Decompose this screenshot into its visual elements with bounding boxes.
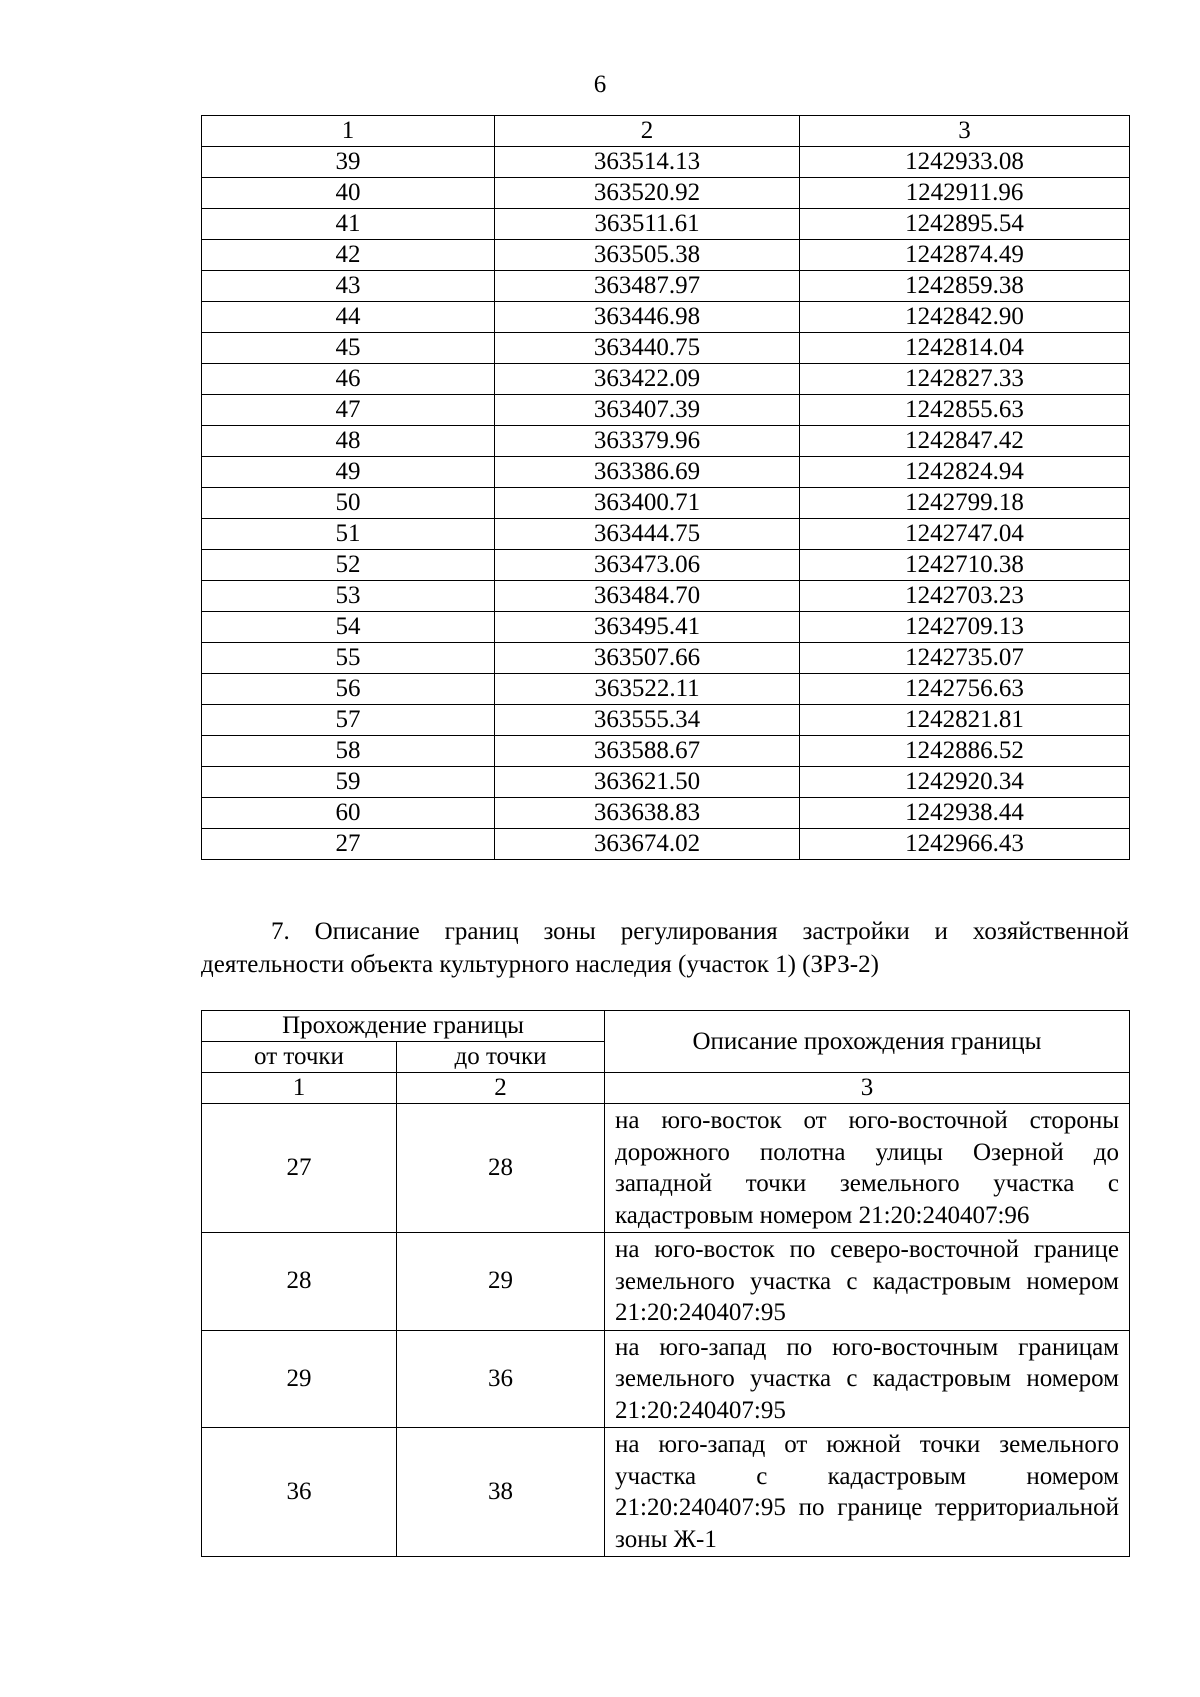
point-number-cell: 53 xyxy=(202,581,495,612)
x-coordinate-cell: 363638.83 xyxy=(495,798,800,829)
table-row xyxy=(202,612,1130,643)
x-coordinate-cell: 363386.69 xyxy=(495,457,800,488)
point-number-cell: 42 xyxy=(202,240,495,271)
description-cell: на юго-восток по северо-восточной границе земельного участка с кадастровым номером 21:20:240407:95 xyxy=(605,1233,1130,1331)
table-row xyxy=(202,209,1130,240)
column-number: 3 xyxy=(605,1073,1130,1104)
x-coordinate-cell: 363514.13 xyxy=(495,147,800,178)
y-coordinate-cell: 1242735.07 xyxy=(800,643,1130,674)
y-coordinate-cell: 1242710.38 xyxy=(800,550,1130,581)
table-row xyxy=(202,643,1130,674)
y-coordinate-cell: 1242933.08 xyxy=(800,147,1130,178)
from-point-cell: 29 xyxy=(202,1330,397,1428)
x-coordinate-cell: 363446.98 xyxy=(495,302,800,333)
y-coordinate-cell: 1242859.38 xyxy=(800,271,1130,302)
y-coordinate-cell: 1242966.43 xyxy=(800,829,1130,860)
y-coordinate-cell: 1242827.33 xyxy=(800,364,1130,395)
header-from-point: от точки xyxy=(202,1042,397,1073)
to-point-cell: 36 xyxy=(397,1330,605,1428)
table-row xyxy=(202,395,1130,426)
point-number-cell: 59 xyxy=(202,767,495,798)
x-coordinate-cell: 363507.66 xyxy=(495,643,800,674)
point-number-cell: 49 xyxy=(202,457,495,488)
x-coordinate-cell: 363407.39 xyxy=(495,395,800,426)
point-number-cell: 58 xyxy=(202,736,495,767)
point-number-cell: 47 xyxy=(202,395,495,426)
point-number-cell: 45 xyxy=(202,333,495,364)
header-border-description: Описание прохождения границы xyxy=(605,1011,1130,1073)
point-number-cell: 56 xyxy=(202,674,495,705)
y-coordinate-cell: 1242821.81 xyxy=(800,705,1130,736)
point-number-cell: 40 xyxy=(202,178,495,209)
y-coordinate-cell: 1242747.04 xyxy=(800,519,1130,550)
y-coordinate-cell: 1242938.44 xyxy=(800,798,1130,829)
y-coordinate-cell: 1242709.13 xyxy=(800,612,1130,643)
page-number: 6 xyxy=(593,71,607,98)
y-coordinate-cell: 1242911.96 xyxy=(800,178,1130,209)
to-point-cell: 28 xyxy=(397,1104,605,1233)
point-number-cell: 39 xyxy=(202,147,495,178)
column-number: 2 xyxy=(397,1073,605,1104)
x-coordinate-cell: 363379.96 xyxy=(495,426,800,457)
x-coordinate-cell: 363555.34 xyxy=(495,705,800,736)
x-coordinate-cell: 363522.11 xyxy=(495,674,800,705)
column-header: 2 xyxy=(495,116,800,147)
table-row xyxy=(202,302,1130,333)
x-coordinate-cell: 363440.75 xyxy=(495,333,800,364)
table-row xyxy=(202,519,1130,550)
table-header-row xyxy=(202,116,1130,147)
to-point-cell: 38 xyxy=(397,1428,605,1557)
table-row xyxy=(202,829,1130,860)
from-point-cell: 36 xyxy=(202,1428,397,1557)
x-coordinate-cell: 363520.92 xyxy=(495,178,800,209)
column-header: 3 xyxy=(800,116,1130,147)
table-row xyxy=(202,240,1130,271)
header-to-point: до точки xyxy=(397,1042,605,1073)
x-coordinate-cell: 363621.50 xyxy=(495,767,800,798)
x-coordinate-cell: 363495.41 xyxy=(495,612,800,643)
point-number-cell: 48 xyxy=(202,426,495,457)
table-row xyxy=(202,364,1130,395)
description-cell: на юго-восток от юго-восточной стороны дорожного полотна улицы Озерной до западной точки земельного участка с кадастровым номером 21:20:240407:96 xyxy=(605,1104,1130,1233)
y-coordinate-cell: 1242847.42 xyxy=(800,426,1130,457)
x-coordinate-cell: 363511.61 xyxy=(495,209,800,240)
x-coordinate-cell: 363473.06 xyxy=(495,550,800,581)
x-coordinate-cell: 363422.09 xyxy=(495,364,800,395)
table-row xyxy=(202,271,1130,302)
coordinates-table xyxy=(201,115,1130,860)
x-coordinate-cell: 363674.02 xyxy=(495,829,800,860)
description-cell: на юго-запад от южной точки земельного участка с кадастровым номером 21:20:240407:95 по границе территориальной зоны Ж-1 xyxy=(605,1428,1130,1557)
point-number-cell: 41 xyxy=(202,209,495,240)
table-row xyxy=(202,1330,1130,1428)
y-coordinate-cell: 1242756.63 xyxy=(800,674,1130,705)
section-heading: 7. Описание границ зоны регулирования застройки и хозяйственной деятельности объекта культурного наследия (участок 1) (ЗРЗ-2) xyxy=(201,918,1129,978)
description-cell: на юго-запад по юго-восточным границам земельного участка с кадастровым номером 21:20:240407:95 xyxy=(605,1330,1130,1428)
y-coordinate-cell: 1242874.49 xyxy=(800,240,1130,271)
y-coordinate-cell: 1242703.23 xyxy=(800,581,1130,612)
point-number-cell: 60 xyxy=(202,798,495,829)
point-number-cell: 27 xyxy=(202,829,495,860)
column-number: 1 xyxy=(202,1073,397,1104)
point-number-cell: 54 xyxy=(202,612,495,643)
x-coordinate-cell: 363444.75 xyxy=(495,519,800,550)
y-coordinate-cell: 1242855.63 xyxy=(800,395,1130,426)
x-coordinate-cell: 363484.70 xyxy=(495,581,800,612)
y-coordinate-cell: 1242895.54 xyxy=(800,209,1130,240)
to-point-cell: 29 xyxy=(397,1233,605,1331)
column-header: 1 xyxy=(202,116,495,147)
point-number-cell: 51 xyxy=(202,519,495,550)
x-coordinate-cell: 363588.67 xyxy=(495,736,800,767)
table-row xyxy=(202,426,1130,457)
y-coordinate-cell: 1242842.90 xyxy=(800,302,1130,333)
y-coordinate-cell: 1242886.52 xyxy=(800,736,1130,767)
point-number-cell: 46 xyxy=(202,364,495,395)
table-row xyxy=(202,705,1130,736)
point-number-cell: 43 xyxy=(202,271,495,302)
x-coordinate-cell: 363487.97 xyxy=(495,271,800,302)
table-row xyxy=(202,736,1130,767)
x-coordinate-cell: 363505.38 xyxy=(495,240,800,271)
point-number-cell: 57 xyxy=(202,705,495,736)
table-row xyxy=(202,1233,1130,1331)
table-row xyxy=(202,147,1130,178)
y-coordinate-cell: 1242799.18 xyxy=(800,488,1130,519)
table-row xyxy=(202,488,1130,519)
point-number-cell: 55 xyxy=(202,643,495,674)
table-row xyxy=(202,1428,1130,1557)
table-row xyxy=(202,1104,1130,1233)
x-coordinate-cell: 363400.71 xyxy=(495,488,800,519)
point-number-cell: 44 xyxy=(202,302,495,333)
table-row xyxy=(202,798,1130,829)
table-row xyxy=(202,178,1130,209)
from-point-cell: 28 xyxy=(202,1233,397,1331)
table-row xyxy=(202,674,1130,705)
y-coordinate-cell: 1242814.04 xyxy=(800,333,1130,364)
from-point-cell: 27 xyxy=(202,1104,397,1233)
table-row xyxy=(202,767,1130,798)
table-row xyxy=(202,581,1130,612)
y-coordinate-cell: 1242920.34 xyxy=(800,767,1130,798)
table-row xyxy=(202,550,1130,581)
point-number-cell: 52 xyxy=(202,550,495,581)
point-number-cell: 50 xyxy=(202,488,495,519)
border-description-table xyxy=(201,1010,1130,1557)
table-row xyxy=(202,333,1130,364)
y-coordinate-cell: 1242824.94 xyxy=(800,457,1130,488)
header-border-passage: Прохождение границы xyxy=(202,1011,605,1042)
table-row xyxy=(202,457,1130,488)
